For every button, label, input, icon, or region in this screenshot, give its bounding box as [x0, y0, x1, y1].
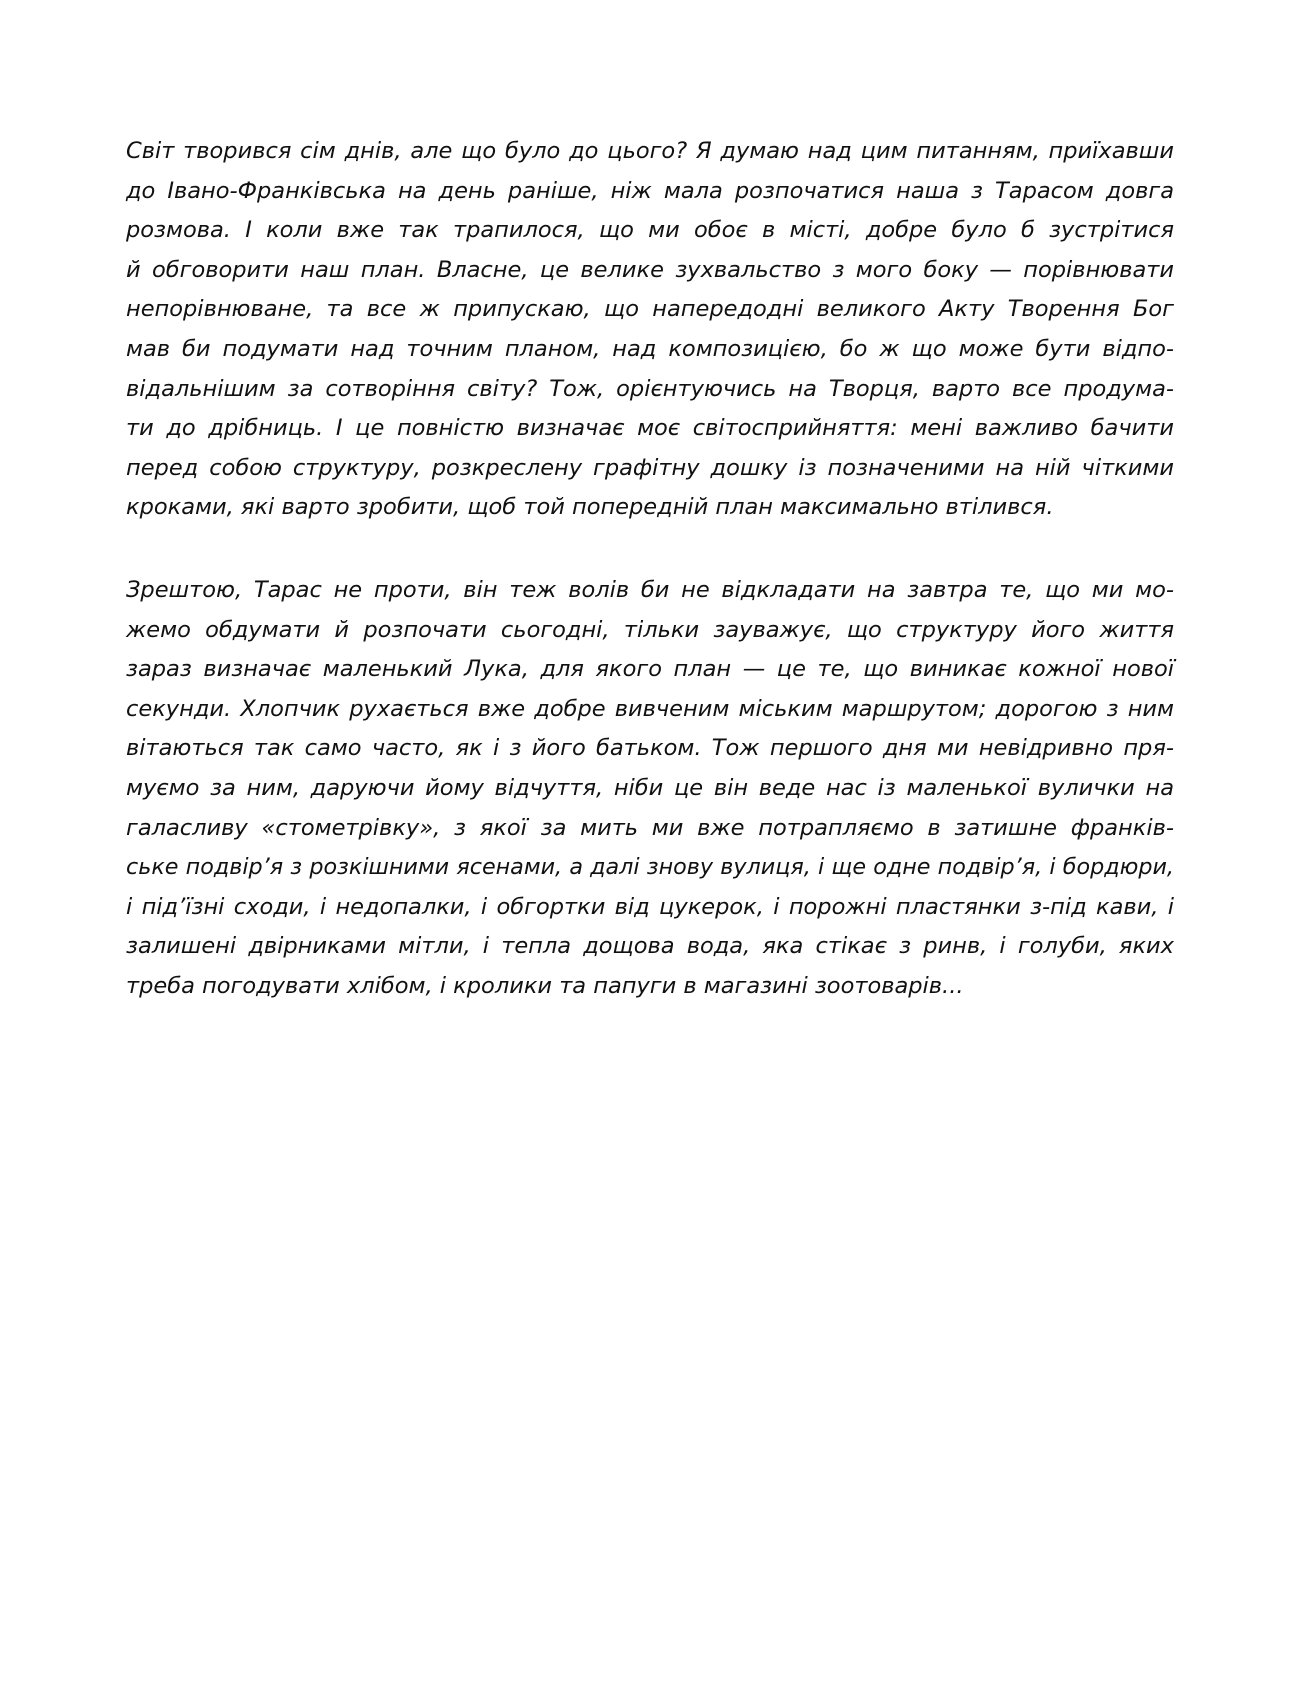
text-line: зараз визначає маленький Лука, для якого план — це те, що виникає кожної нової [126, 656, 1174, 683]
text-line: залишені двірниками мітли, і тепла дощова вода, яка стікає з ринв, і голуби, яких [126, 933, 1174, 960]
text-line: ти до дрібниць. І це повністю визначає моє світосприйняття: мені важливо бачити [126, 415, 1174, 442]
text-line: кроками, які варто зробити, щоб той попередній план максимально втілився. [126, 494, 1054, 521]
text-line: й обговорити наш план. Власне, це велике зухвальство з мого боку — порівнювати [126, 256, 1174, 283]
text-line: до Івано-Франківська на день раніше, ніж мала розпочатися наша з Тарасом довга [126, 177, 1174, 204]
body-text [126, 132, 1174, 1006]
paragraph-1 [126, 132, 1174, 528]
paragraph-2 [126, 571, 1174, 1007]
text-line: вітаються так само часто, як і з його батьком. Тож першого дня ми невідривно пря- [126, 735, 1174, 762]
text-line: Світ творився сім днів, але що було до цього? Я думаю над цим питанням, приїхавши [126, 138, 1174, 164]
text-line: галасливу «стометрівку», з якої за мить ми вже потрапляємо в затишне франків- [126, 814, 1174, 841]
text-line: секунди. Хлопчик рухається вже добре вивченим міським маршрутом; дорогою з ним [126, 695, 1174, 722]
text-line: розмова. І коли вже так трапилося, що ми обоє в місті, добре було б зустрітися [126, 217, 1174, 244]
text-line: перед собою структуру, розкреслену графітну дошку із позначеними на ній чіткими [126, 454, 1174, 481]
text-line: треба погодувати хлібом, і кролики та папуги в магазині зоотоварів... [126, 972, 964, 999]
text-line: мав би подумати над точним планом, над композицією, бо ж що може бути відпо- [126, 335, 1174, 362]
text-line: непорівнюване, та все ж припускаю, що напередодні великого Акту Творення Бог [126, 296, 1174, 323]
text-line: Зрештою, Тарас не проти, він теж волів би не відкладати на завтра те, що ми мо- [126, 576, 1174, 603]
text-line: і під’їзні сходи, і недопалки, і обгортки від цукерок, і порожні пластянки з-під кави, і [126, 893, 1174, 920]
text-line: відальнішим за сотворіння світу? Тож, орієнтуючись на Творця, варто все продума- [126, 375, 1174, 402]
text-line: муємо за ним, даруючи йому відчуття, ніби це він веде нас із маленької вулички на [126, 774, 1174, 801]
text-line: ське подвір’я з розкішними ясенами, а далі знову вулиця, і ще одне подвір’я, і бордюри, [126, 854, 1174, 881]
text-line: жемо обдумати й розпочати сьогодні, тільки зауважує, що структуру його життя [126, 616, 1174, 643]
